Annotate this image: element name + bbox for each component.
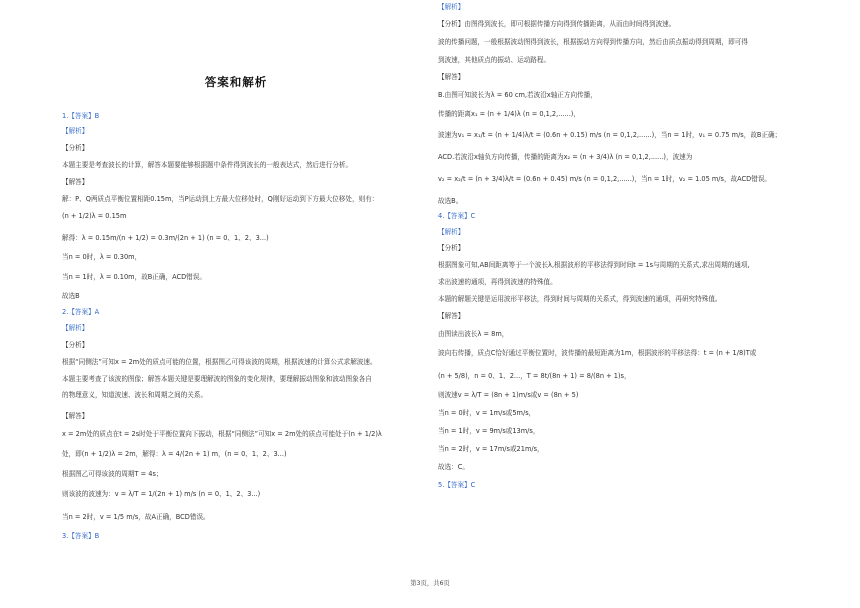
right-line: 故选：C。	[438, 463, 469, 471]
left-line: 【解答】	[62, 412, 89, 420]
right-line: 当n = 1时，v = 9m/s或13m/s，	[438, 427, 540, 435]
right-line: 传播的距离x₁ = (n + 1/4)λ (n = 0,1,2,......)，	[438, 110, 580, 118]
left-line: 的物理意义，知道波速、波长和周期之间的关系。	[62, 391, 208, 399]
left-line: 【解析】	[62, 324, 89, 332]
left-line: 则该波的波速为：v = λ/T = 1/(2n + 1) m/s (n = 0、1、2、3...)	[62, 490, 261, 498]
left-line: 根据图乙可得该波的周期T = 4s；	[62, 470, 163, 478]
right-line: 4.【答案】C	[438, 212, 476, 220]
right-line: 到波速，其他质点的振动、运动路程。	[438, 56, 551, 64]
right-line: 波速为v₁ = x₁/t = (n + 1/4)λ/t = (0.6n + 0.15) m/s (n = 0,1,2,......)，当n = 1时，v₁ = 0.75 m/s，故B正确；	[438, 131, 782, 139]
right-line: (n + 5/8)，n = 0、1、2...，T = 8t/(8n + 1) = 8/(8n + 1)s，	[438, 372, 631, 380]
right-line: 【分析】	[438, 244, 465, 252]
right-line: 【解答】	[438, 312, 465, 320]
right-line: 则波速v = λ/T = (8n + 1)m/s或v = (8n + 5)	[438, 391, 579, 399]
right-line: 当n = 2时，v = 17m/s或21m/s，	[438, 445, 544, 453]
right-line: ACD.若波沿x轴负方向传播，传播的距离为x₂ = (n + 3/4)λ (n = 0,1,2,......)，波速为	[438, 153, 693, 161]
left-line: 解：P、Q两质点平衡位置相距0.15m，当P运动到上方最大位移处时，Q刚好运动到下方最大位移处，则有：	[62, 195, 379, 203]
left-line: 解得：λ = 0.15m/(n + 1/2) = 0.3m/(2n + 1) (n = 0、1、2、3...)	[62, 234, 269, 242]
left-line: 2.【答案】A	[62, 308, 100, 316]
left-line: 3.【答案】B	[62, 532, 100, 540]
right-line: 由图读出波长λ = 8m，	[438, 330, 509, 338]
right-line: 当n = 0时，v = 1m/s或5m/s，	[438, 409, 536, 417]
left-line: 根据“同侧法”可知x = 2m处的质点可能的位置，根据图乙可得该波的周期，根据波速的计算公式求解波速。	[62, 358, 377, 366]
right-line: 本题的解题关键是运用波形平移法，得到时间与周期的关系式，得到波速的通项，再研究特殊值。	[438, 295, 722, 303]
right-line: 【分析】由图得到波长，即可根据传播方向得到传播距离，从而由时间得到波速。	[438, 20, 676, 28]
left-line: 本题主要考查了该波的图像；解答本题关键是要理解波的图象的变化规律，要理解振动图象和波动图象各自	[62, 375, 372, 383]
left-line: 【解答】	[62, 178, 89, 186]
right-line: 【解析】	[438, 228, 465, 236]
left-line: 当n = 0时，λ = 0.30m，	[62, 253, 142, 261]
right-line: 【解答】	[438, 73, 465, 81]
left-line: 本题主要是考查波长的计算，解答本题要能够根据题中条件得到波长的一般表达式，然后进行分析。	[62, 161, 353, 169]
left-line: 当n = 2时，v = 1/5 m/s，故A正确，BCD错误。	[62, 513, 210, 521]
right-line: B.由图可知波长为λ = 60 cm,若波沿x轴正方向传播，	[438, 91, 597, 99]
left-line: (n + 1/2)λ = 0.15m	[62, 212, 127, 220]
left-line: 1.【答案】B	[62, 112, 100, 120]
right-line: v₂ = x₂/t = (n + 3/4)λ/t = (0.6n + 0.45) m/s (n = 0,1,2,......)，当n = 1时，v₂ = 1.05 m/s，故ACD错误。	[438, 175, 772, 183]
right-line: 波向右传播，质点C恰好通过平衡位置时，波传播的最短距离为1m，根据波形的平移法得：t = (n + 1/8)T或	[438, 349, 757, 357]
page-title: 答案和解析	[204, 75, 268, 89]
right-line: 根据图象可知,AB间距离等于一个波长λ,根据波形的平移法得到时间t = 1s与周期的关系式,求出周期的通项,	[438, 261, 750, 269]
left-line: 处，即(n + 1/2)λ = 2m，解得：λ = 4/(2n + 1) m，(n = 0、1、2、3...)	[62, 450, 287, 458]
left-line: 当n = 1时，λ = 0.10m，故B正确，ACD错误。	[62, 273, 206, 281]
left-line: 【分析】	[62, 144, 89, 152]
page-footer: 第3页，共6页	[410, 580, 450, 587]
left-line: x = 2m处的质点在t = 2s时处于平衡位置向下振动，根据“同侧法”可知x = 2m处的质点可能处于(n + 1/2)λ	[62, 430, 382, 438]
right-line: 5.【答案】C	[438, 481, 476, 489]
right-line: 波的传播问题，一般根据波动图得到波长，根据振动方向得到传播方向，然后由质点振动得到周期，即可得	[438, 38, 748, 46]
right-line: 故选B。	[438, 197, 463, 205]
right-line: 【解析】	[438, 3, 465, 11]
right-line: 求出波速的通项，再得到波速的特殊值。	[438, 278, 557, 286]
left-line: 【分析】	[62, 341, 89, 349]
left-line: 【解析】	[62, 127, 89, 135]
left-line: 故选B	[62, 292, 80, 300]
